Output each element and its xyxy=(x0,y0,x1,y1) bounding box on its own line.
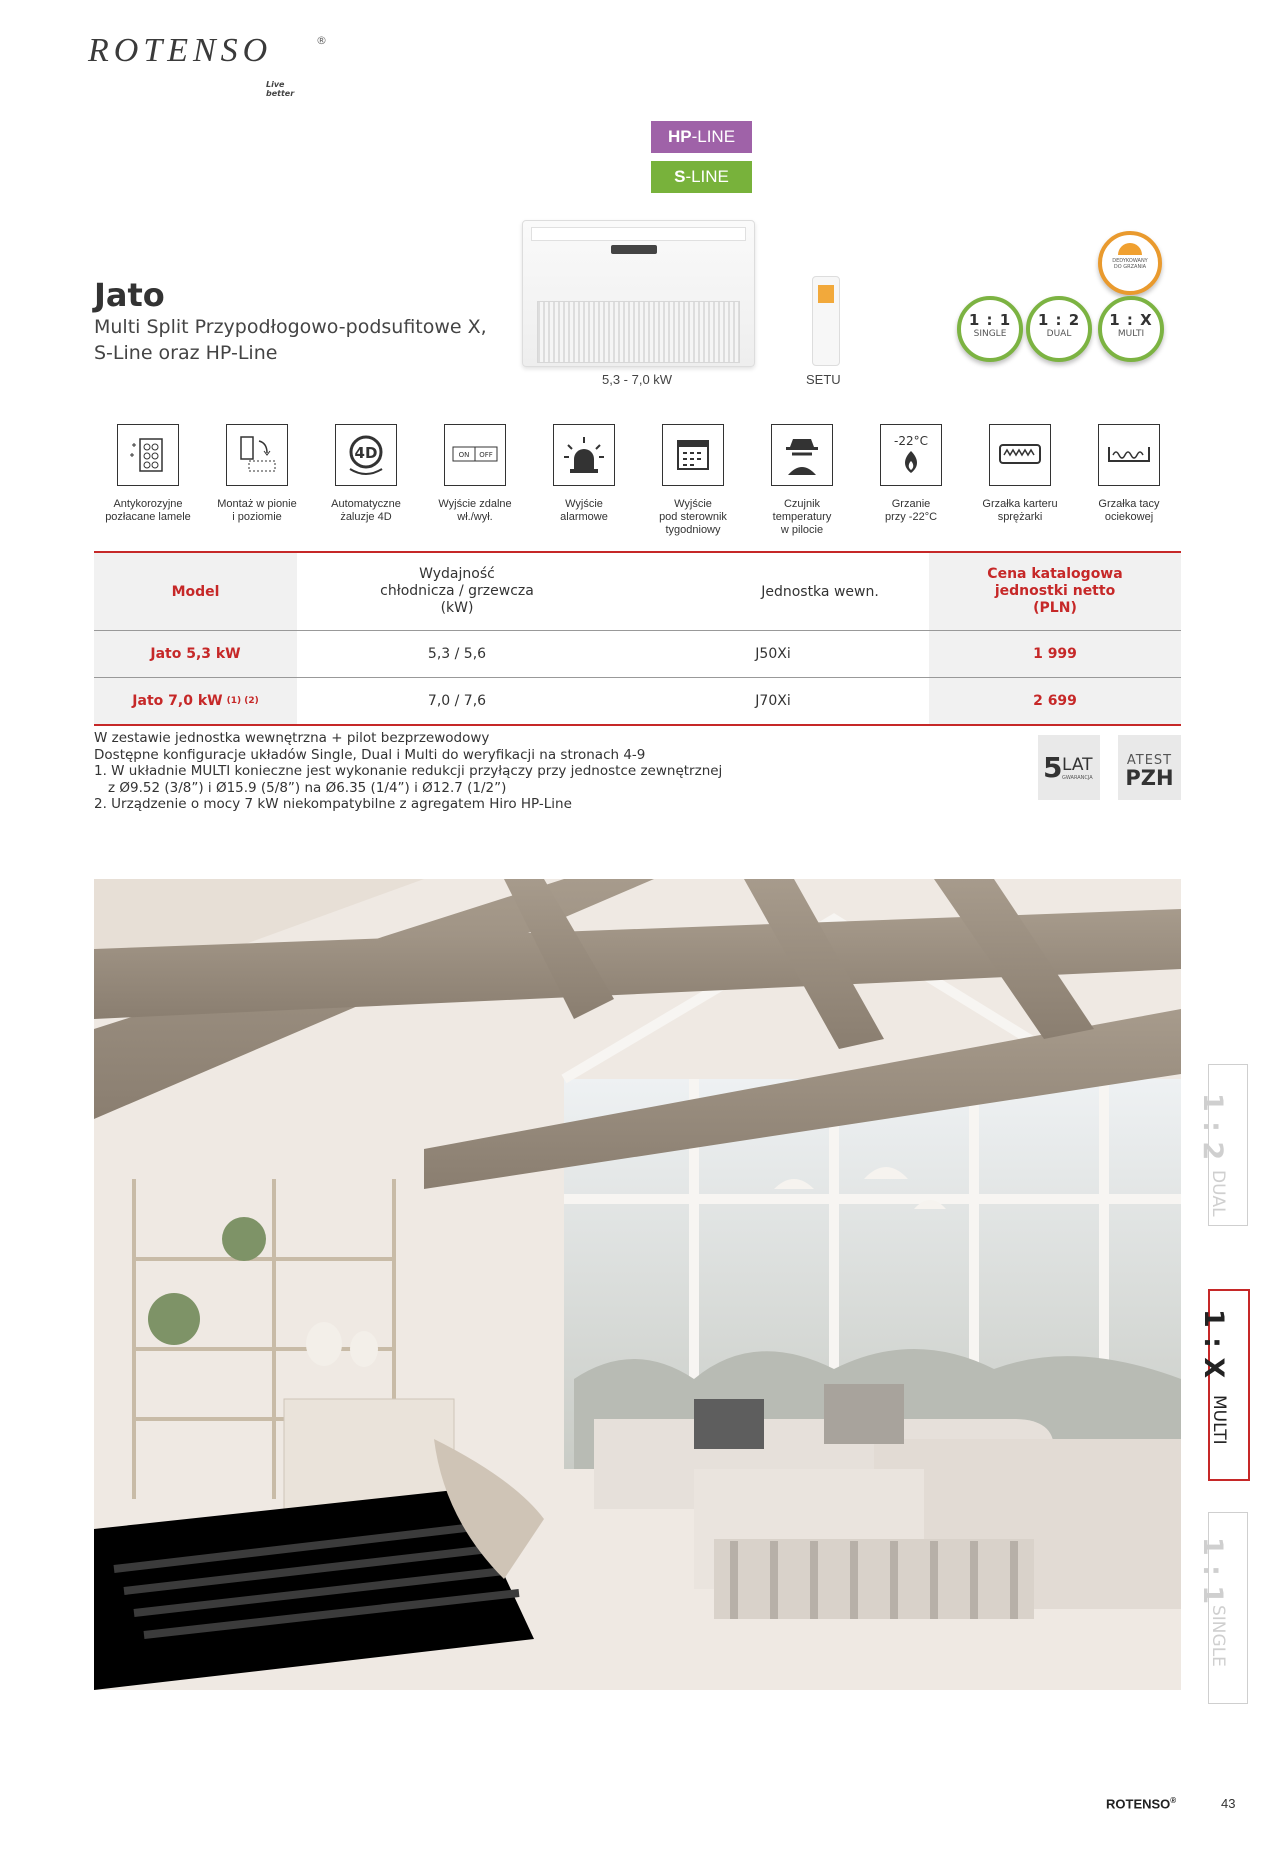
feature-weekly-timer: Wyjście pod sterownik tygodniowy xyxy=(643,424,743,537)
tab-single[interactable]: 1 : 1 SINGLE xyxy=(1208,1512,1248,1704)
row-indoor: J50Xi xyxy=(755,646,791,662)
louvers-4d-icon xyxy=(335,424,397,486)
on-off-icon xyxy=(444,424,506,486)
table-header-row xyxy=(94,553,1181,631)
table-row xyxy=(94,631,1181,678)
price-table xyxy=(94,551,1181,726)
indoor-unit-image xyxy=(522,220,755,367)
feature-louvers-4d: 4D Automatyczne żaluzje 4D xyxy=(316,424,416,524)
config-dual-badge: 1 : 2 DUAL xyxy=(1026,296,1092,362)
config-multi-badge: 1 : X MULTI xyxy=(1098,296,1164,362)
crankcase-heater-icon xyxy=(989,424,1051,486)
interior-photo xyxy=(94,879,1181,1690)
feature-alarm: Wyjście alarmowe xyxy=(534,424,634,524)
sun-icon xyxy=(1118,243,1142,255)
header-indoor: Jednostka wewn. xyxy=(761,583,879,600)
header-capacity: Wydajność chłodnicza / grzewcza (kW) xyxy=(380,566,534,616)
feature-on-off: ON OFF Wyjście zdalne wł./wył. xyxy=(425,424,525,524)
feature-crankcase-heater: Grzałka karteru sprężarki xyxy=(970,424,1070,524)
row-indoor: J70Xi xyxy=(755,693,791,709)
mounting-icon xyxy=(226,424,288,486)
config-single-badge: 1 : 1 SINGLE xyxy=(957,296,1023,362)
page-title: Jato xyxy=(94,276,165,314)
svg-text:-22°C: -22°C xyxy=(894,434,928,448)
feature-temp-sensor: Czujnik temperatury w pilocie xyxy=(752,424,852,537)
row-price: 2 699 xyxy=(929,678,1181,724)
logo-registered: ® xyxy=(316,34,327,47)
header-price: Cena katalogowa jednostki netto (PLN) xyxy=(929,553,1181,630)
row-model: Jato 5,3 kW xyxy=(94,631,297,677)
spy-icon xyxy=(771,424,833,486)
svg-text:ON: ON xyxy=(458,451,470,459)
gold-fins-icon xyxy=(117,424,179,486)
page-number: 43 xyxy=(1221,1796,1236,1811)
s-line-badge: S-LINE xyxy=(651,161,752,193)
hp-line-badge: HP-LINE xyxy=(651,121,752,153)
heating-flame-icon xyxy=(880,424,942,486)
calendar-icon xyxy=(662,424,724,486)
footnotes: W zestawie jednostka wewnętrzna + pilot bezprzewodowy Dostępne konfiguracje układów Single, Dual i Multi do weryfikacji na stronach 4-9 1. W układnie MULTI konieczne jest wykonanie redukcji przyłączy przy jednostce zewnętrznej z Ø9.52 (3/8”) i Ø15.9 (5/8”) na Ø6.35 (1/4”) i Ø12.7 (1/2”) 2. Urządzenie o mocy 7 kW niekompatybilne z agregatem Hiro HP-Line xyxy=(94,730,723,812)
tab-dual[interactable]: 1 : 2 DUAL xyxy=(1208,1064,1248,1226)
unit-caption: 5,3 - 7,0 kW xyxy=(602,372,673,387)
alarm-icon xyxy=(553,424,615,486)
remote-caption: SETU xyxy=(806,372,841,387)
footer-brand: ROTENSO® xyxy=(1106,1796,1177,1812)
atest-pzh-badge: ATEST PZH xyxy=(1118,735,1181,800)
feature-tray-heater: Grzałka tacy ociekowej xyxy=(1079,424,1179,524)
row-capacity: 7,0 / 7,6 xyxy=(427,693,487,709)
header-model: Model xyxy=(94,553,297,630)
page-subtitle: Multi Split Przypodłogowo-podsufitowe X, S-Line oraz HP-Line xyxy=(94,316,487,364)
row-capacity: 5,3 / 5,6 xyxy=(427,646,487,662)
row-model: Jato 7,0 kW (1) (2) xyxy=(94,678,297,724)
feature-mounting: Montaż w pionie i poziomie xyxy=(207,424,307,524)
row-price: 1 999 xyxy=(929,631,1181,677)
svg-text:OFF: OFF xyxy=(479,451,493,459)
logo-tagline: Live better xyxy=(266,80,295,98)
tray-heater-icon xyxy=(1098,424,1160,486)
tab-multi[interactable]: 1 : X MULTI xyxy=(1208,1289,1250,1481)
feature-gold-fins: Antykorozyjne pozłacane lamele xyxy=(98,424,198,524)
feature-heating-22: -22°C Grzanie przy -22°C xyxy=(861,424,961,524)
warranty-badge: 5 LAT GWARANCJA xyxy=(1038,735,1100,800)
table-row xyxy=(94,678,1181,726)
heating-dedicated-badge: DEDYKOWANY DO GRZANIA xyxy=(1098,231,1162,295)
remote-image xyxy=(812,276,840,366)
logo-text: ROTENSO xyxy=(88,32,273,69)
brand-logo xyxy=(88,30,327,98)
svg-text:4D: 4D xyxy=(354,444,378,462)
